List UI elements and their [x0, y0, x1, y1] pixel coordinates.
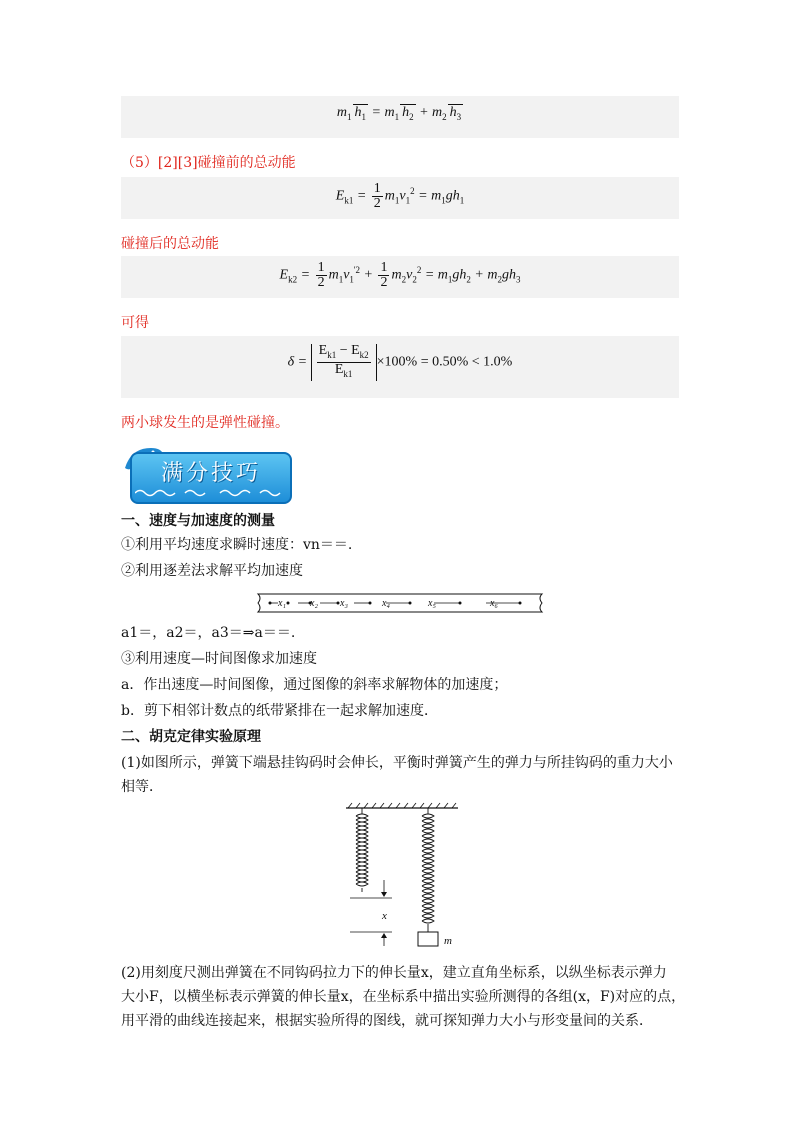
tape-label-x3: x₃ [340, 598, 348, 609]
delta-tail: ×100% = 0.50% < 1.0% [376, 354, 513, 370]
spring-left [356, 808, 368, 892]
banner-title: 满分技巧 [161, 461, 262, 486]
wave-decoration [135, 488, 285, 498]
spring-right [422, 808, 434, 932]
equation-box-4 [121, 336, 679, 398]
figure-label-x: x [382, 910, 387, 922]
section-1-title: 一、速度与加速度的测量 [121, 513, 275, 529]
item-2: ②利用逐差法求解平均加速度 [121, 563, 303, 579]
tape-label-x4: x₄ [382, 598, 390, 609]
tape-label-x1: x₁ [278, 598, 286, 609]
paragraph-1-line-1: (1)如图所示，弹簧下端悬挂钩码时会伸长，平衡时弹簧产生的弹力与所挂钩码的重力大小 [121, 755, 673, 771]
tape-label-x2: x₂ [310, 598, 318, 609]
hanging-mass [418, 932, 438, 946]
paragraph-2-line-3: 用平滑的曲线连接起来，根据实验所得的图线，就可探知弹力大小与形变量间的关系． [121, 1013, 653, 1029]
ek1-equation: $E_{k1}$ = $\frac{1}{2}$ $m_1v_1^2 = m_1gh_1$ [335, 181, 465, 211]
full-marks-banner [121, 442, 291, 504]
figure-label-m: m [444, 935, 452, 947]
delta-equation: δ = $\frac{E_{k1} - E_{k2}}{E_{k1}}$ ×100% = 0.50% < 1.0% [287, 343, 513, 379]
ticker-tape-diagram [254, 592, 546, 614]
item-1: ①利用平均速度求瞬时速度：vn＝＝. [121, 537, 353, 553]
spring-figure [342, 800, 492, 950]
section-2-title: 二、胡克定律实验原理 [121, 729, 261, 745]
ek2-equation: $E_{k2}$ = $\frac{1}{2}$ $m_1v_1^{'2}$ + $\frac{1}{2}$ $m_2v_2^2 = m_1gh_2 + m_2gh_3$ [279, 260, 521, 290]
paragraph-1-line-2: 相等． [121, 779, 163, 795]
equation-box-2 [121, 177, 679, 219]
conclusion-text: 两小球发生的是弹性碰撞。 [121, 415, 289, 431]
paragraph-2-line-1: (2)用刻度尺测出弹簧在不同钩码拉力下的伸长量x，建立直角坐标系，以纵坐标表示弹力 [121, 965, 667, 981]
item-3: ③利用速度—时间图像求加速度 [121, 651, 317, 667]
paragraph-2-line-2: 大小F，以横坐标表示弹簧的伸长量x，在坐标系中描出实验所测得的各组(x，F)对应的点， [121, 989, 686, 1005]
equation-box-3 [121, 256, 679, 298]
label-after-energy: 碰撞后的总动能 [121, 236, 219, 252]
item-3b: b．剪下相邻计数点的纸带紧排在一起求解加速度． [121, 703, 438, 719]
item-3a: a．作出速度—时间图像，通过图像的斜率求解物体的加速度； [121, 677, 508, 693]
tape-label-x5: x₅ [428, 598, 436, 609]
equation-box-1 [121, 96, 679, 138]
label-result: 可得 [121, 315, 149, 331]
acceleration-formula: a1＝，a2＝，a3＝⇒a＝＝. [121, 625, 296, 641]
label-before-energy: （5）[2][3]碰撞前的总动能 [121, 155, 296, 171]
momentum-equation: $m_1$ $h_1 = m_1$ $h_2 + m_2$ $h_3$ [336, 105, 462, 122]
tape-label-x6: x₆ [490, 598, 498, 609]
